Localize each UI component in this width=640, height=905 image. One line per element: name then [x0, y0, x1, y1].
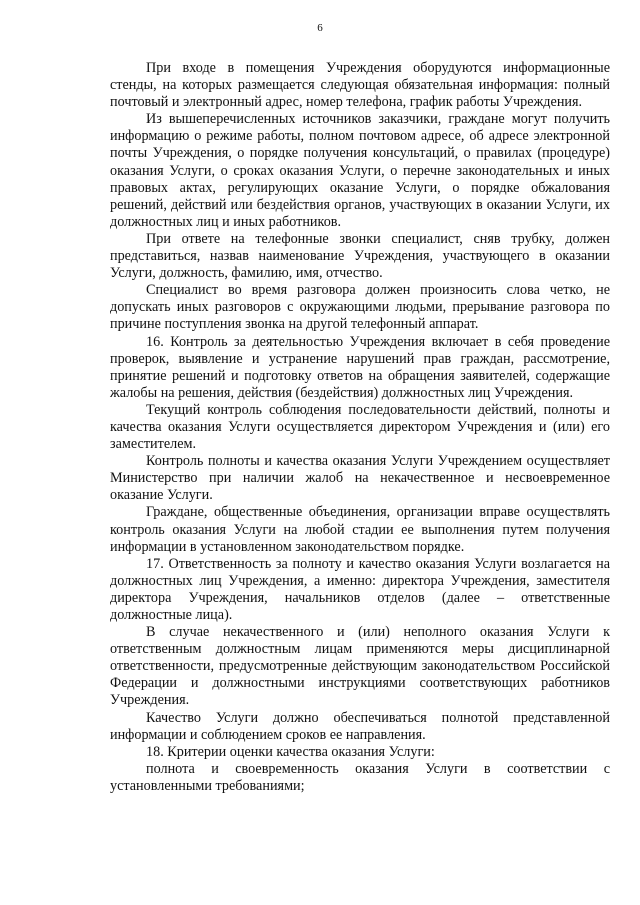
paragraph-info-sources: Из вышеперечисленных источников заказчики, граждане могут получить информацию о режиме работы, полном почтовом адресе, об адресе электронной почты Учреждения, о порядке получения консультаций, о правилах (процедуре) оказания Услуги, о сроках оказания Услуги, о перечне законодательных и иных правовых актах, регулирующих оказание Услуги, о порядке обжалования решений, действий или бездействия органов, участвующих в оказании Услуги, их должностных лиц и иных работников.	[110, 111, 610, 230]
paragraph-service-quality: Качество Услуги должно обеспечиваться полнотой представленной информации и соблюдением сроков ее направления.	[110, 709, 610, 743]
paragraph-ministry-control: Контроль полноты и качества оказания Услуги Учреждением осуществляет Министерство при наличии жалоб на некачественное и несвоевременное оказание Услуги.	[110, 453, 610, 504]
paragraph-conversation-rules: Специалист во время разговора должен произносить слова четко, не допускать иных разговоров с окружающими людьми, прерывание разговора по причине поступления звонка на другой телефонный аппарат.	[110, 282, 610, 333]
document-body	[110, 60, 610, 795]
paragraph-section-18: 18. Критерии оценки качества оказания Услуги:	[146, 743, 435, 760]
paragraph-phone-calls: При ответе на телефонные звонки специалист, сняв трубку, должен представиться, назвав наименование Учреждения, участвующего в оказании Услуги, должность, фамилию, имя, отчество.	[110, 230, 610, 282]
paragraph-info-stands: При входе в помещения Учреждения оборудуются информационные стенды, на которых размещается следующая обязательная информация: полный почтовый и электронный адрес, номер телефона, график работы Учреждения.	[110, 60, 610, 111]
page-number: 6	[317, 22, 323, 34]
paragraph-current-control: Текущий контроль соблюдения последовательности действий, полноты и качества оказания Услуги осуществляется директором Учреждения и (или) его заместителем.	[110, 401, 610, 453]
paragraph-disciplinary-measures: В случае некачественного и (или) неполного оказания Услуги к ответственным должностным лицам применяются меры дисциплинарной ответственности, предусмотренные действующим законодательством Российской Федерации и должностными инструкциями соответствующих работников Учреждения.	[110, 624, 610, 709]
paragraph-criteria-timeliness: полнота и своевременность оказания Услуги в соответствии с установленными требованиями;	[110, 760, 610, 794]
paragraph-public-control: Граждане, общественные объединения, организации вправе осуществлять контроль оказания Услуги на любой стадии ее выполнения путем получения информации в установленном законодательством порядке.	[110, 504, 610, 555]
paragraph-section-16: 16. Контроль за деятельностью Учреждения включает в себя проведение проверок, выявление и устранение нарушений прав граждан, рассмотрение, принятие решений и подготовку ответов на обращения заявителей, содержащие жалобы на решения, действия (бездействия) должностных лиц Учреждения.	[110, 333, 610, 401]
paragraph-section-17: 17. Ответственность за полноту и качество оказания Услуги возлагается на должностных лиц Учреждения, а именно: директора Учреждения, заместителя директора Учреждения, начальников отделов (далее – ответственные должностные лица).	[110, 555, 610, 623]
